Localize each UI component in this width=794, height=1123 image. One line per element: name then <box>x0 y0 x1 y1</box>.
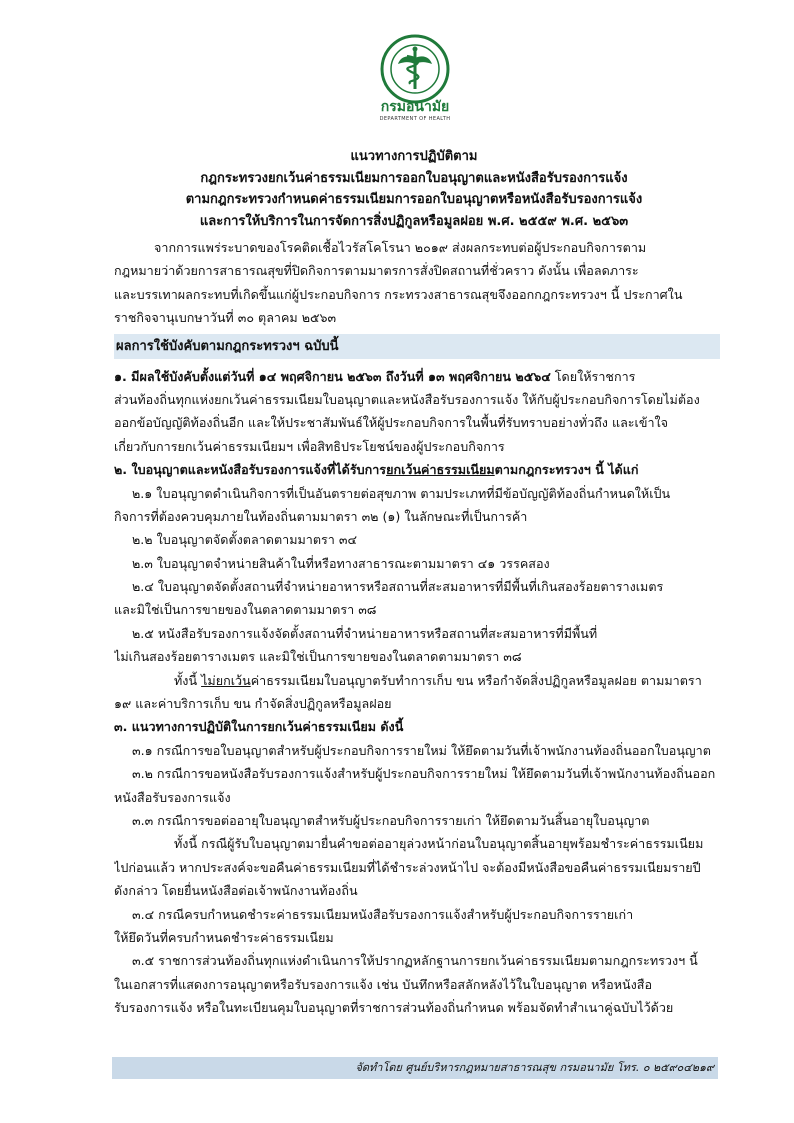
intro-line: จากการแพร่ระบาดของโรคติดเชื้อไวรัสโคโรนา ๒๐๑๙ ส่งผลกระทบต่อผู้ประกอบกิจการตาม <box>154 240 647 255</box>
item-2-1-cont: กิจการที่ต้องควบคุมภายในท้องถิ่นตามมาตรา ๓๒ (๑) ในลักษณะที่เป็นการค้า <box>114 508 528 524</box>
item-3-5-cont: ในเอกสารที่แสดงการอนุญาตหรือรับรองการแจ้ง เช่น บันทึกหรือสลักหลังไว้ในใบอนุญาต หรือหนังสือ <box>114 976 653 992</box>
item-3-5-cont: รับรองการแจ้ง หรือในทะเบียนคุมใบอนุญาตที่ราชการส่วนท้องถิ่นกำหนด พร้อมจัดทำสำเนาคู่ฉบับไว้ด้วย <box>114 1000 674 1016</box>
item-2-5: ๒.๕ หนังสือรับรองการแจ้งจัดตั้งสถานที่จำหน่ายอาหารหรือสถานที่สะสมอาหารที่มีพื้นที่ <box>132 625 598 641</box>
item-2-note-underlined: ไม่ยกเว้น <box>201 672 251 688</box>
item-2-note-lead: ทั้งนี้ <box>174 672 202 688</box>
item-3-note-cont: ไปก่อนแล้ว หากประสงค์จะขอคืนค่าธรรมเนียมที่ได้ชำระล่วงหน้าไป จะต้องมีหนังสือขอคืนค่าธรรมเนียมรายปี <box>114 859 701 875</box>
item-3-3: ๓.๓ กรณีการขอต่ออายุใบอนุญาตสำหรับผู้ประกอบกิจการรายเก่า ให้ยึดตามวันสิ้นอายุใบอนุญาต <box>132 812 650 828</box>
intro-line: ราชกิจจานุเบกษาวันที่ ๓๐ ตุลาคม ๒๕๖๓ <box>114 310 337 326</box>
item-2-lead: ๒. ใบอนุญาตและหนังสือรับรองการแจ้งที่ได้รับการ <box>114 462 387 478</box>
item-2-4-cont: และมิใช่เป็นการขายของในตลาดตามมาตรา ๓๘ <box>114 602 377 618</box>
logo-name-english: DEPARTMENT OF HEALTH <box>379 116 451 122</box>
item-2-3: ๒.๓ ใบอนุญาตจำหน่ายสินค้าในที่หรือทางสาธารณะตามมาตรา ๔๑ วรรคสอง <box>132 555 550 571</box>
item-1-line: ส่วนท้องถิ่นทุกแห่งยกเว้นค่าธรรมเนียมใบอนุญาตและหนังสือรับรองการแจ้ง ให้กับผู้ประกอบกิจการโดยไม่ต้อง <box>114 391 700 407</box>
item-3-4: ๓.๔ กรณีครบกำหนดชำระค่าธรรมเนียมหนังสือรับรองการแจ้งสำหรับผู้ประกอบกิจการรายเก่า <box>132 906 634 922</box>
item-2-note <box>114 669 720 692</box>
intro-line: และบรรเทาผลกระทบที่เกิดขึ้นแก่ผู้ประกอบกิจการ กระทรวงสาธารณสุขจึงออกกฎกระทรวงฯ นี้ ประกาศใน <box>114 286 683 302</box>
item-3-2: ๓.๒ กรณีการขอหนังสือรับรองการแจ้งสำหรับผู้ประกอบกิจการรายใหม่ ให้ยึดตามวันที่เจ้าพนักงานท้องถิ่นออก <box>132 766 716 782</box>
item-2-note-rest: ค่าธรรมเนียมใบอนุญาตรับทำการเก็บ ขน หรือกำจัดสิ่งปฏิกูลหรือมูลฝอย ตามมาตรา <box>250 672 702 688</box>
logo-caption <box>350 99 480 123</box>
title-line: กฎกระทรวงยกเว้นค่าธรรมเนียมการออกใบอนุญาตและหนังสือรับรองการแจ้ง <box>200 170 628 186</box>
section-heading: ผลการใช้บังคับตามกฎกระทรวงฯ ฉบับนี้ <box>114 334 720 359</box>
title-line: ตามกฎกระทรวงกำหนดค่าธรรมเนียมการออกใบอนุญาตหรือหนังสือรับรองการแจ้ง <box>185 192 643 207</box>
item-1-lead: ๑. มีผลใช้บังคับตั้งแต่วันที่ ๑๔ พฤศจิกายน ๒๕๖๓ ถึงวันที่ ๑๓ พฤศจิกายน ๒๕๖๔ <box>114 368 551 384</box>
item-2-5-cont: ไม่เกินสองร้อยตารางเมตร และมิใช่เป็นการขายของในตลาดตามมาตรา ๓๘ <box>114 649 522 665</box>
item-1-lead-rest: โดยให้ราชการ <box>550 368 636 384</box>
intro-line: กฎหมายว่าด้วยการสาธารณสุขที่ปิดกิจการตามมาตรการสั่งปิดสถานที่ชั่วคราว ดังนั้น เพื่อลดภาระ <box>114 263 639 279</box>
item-2-1: ๒.๑ ใบอนุญาตดำเนินกิจการที่เป็นอันตรายต่อสุขภาพ ตามประเภทที่มีข้อบัญญัติท้องถิ่นกำหนดให้เป็น <box>132 485 671 501</box>
item-3-note: ทั้งนี้ กรณีผู้รับใบอนุญาตมายื่นคำขอต่ออายุล่วงหน้าก่อนใบอนุญาตสิ้นอายุพร้อมชำระค่าธรรมเนียม <box>174 836 704 852</box>
document-title <box>110 146 718 232</box>
footer-credit: จัดทำโดย ศูนย์บริหารกฎหมายสาธารณสุข กรมอนามัย โทร. ๐ ๒๕๙๐๔๒๑๙ <box>112 1057 718 1079</box>
item-2-2: ๒.๒ ใบอนุญาตจัดตั้งตลาดตามมาตรา ๓๔ <box>132 532 358 548</box>
document-body <box>114 236 720 1020</box>
item-1-line: เกี่ยวกับการยกเว้นค่าธรรมเนียมฯ เพื่อสิทธิประโยชน์ของผู้ประกอบกิจการ <box>114 438 505 454</box>
title-line: แนวทางการปฏิบัติตาม <box>350 149 478 164</box>
title-line: และการให้บริการในการจัดการสิ่งปฏิกูลหรือมูลฝอย พ.ศ. ๒๕๕๙ พ.ศ. ๒๕๖๓ <box>199 213 629 229</box>
item-2-underlined: ยกเว้นค่าธรรมเนียม <box>386 462 495 478</box>
item-3-2-cont: หนังสือรับรองการแจ้ง <box>114 789 231 805</box>
item-3-1: ๓.๑ กรณีการขอใบอนุญาตสำหรับผู้ประกอบกิจการรายใหม่ ให้ยึดตามวันที่เจ้าพนักงานท้องถิ่นออกใบอนุญาต <box>132 742 711 758</box>
item-2-4: ๒.๔ ใบอนุญาตจัดตั้งสถานที่จำหน่ายอาหารหรือสถานที่สะสมอาหารที่มีพื้นที่เกินสองร้อยตารางเมตร <box>132 579 664 595</box>
item-2-heading <box>114 458 720 481</box>
item-1-line: ออกข้อบัญญัติท้องถิ่นอีก และให้ประชาสัมพันธ์ให้ผู้ประกอบกิจการในพื้นที่รับทราบอย่างทั่วถึง และเข้าใจ <box>114 415 669 431</box>
item-3-5: ๓.๕ ราชการส่วนท้องถิ่นทุกแห่งดำเนินการให้ปรากฏหลักฐานการยกเว้นค่าธรรมเนียมตามกฎกระทรวงฯ นี้ <box>132 953 698 969</box>
logo-name-thai: กรมอนามัย <box>380 99 450 115</box>
item-3-note-cont: ดังกล่าว โดยยื่นหนังสือต่อเจ้าพนักงานท้องถิ่น <box>114 883 358 899</box>
item-2-note-cont: ๑๙ และค่าบริการเก็บ ขน กำจัดสิ่งปฏิกูลหรือมูลฝอย <box>114 696 392 712</box>
item-3-4-cont: ให้ยึดวันที่ครบกำหนดชำระค่าธรรมเนียม <box>114 929 334 945</box>
item-1-lead-line <box>114 365 720 388</box>
item-3-heading: ๓. แนวทางการปฏิบัติในการยกเว้นค่าธรรมเนียม ดังนี้ <box>114 719 404 735</box>
department-of-health-logo <box>380 34 450 104</box>
item-2-tail: ตามกฎกระทรวงฯ นี้ ได้แก่ <box>494 462 639 478</box>
